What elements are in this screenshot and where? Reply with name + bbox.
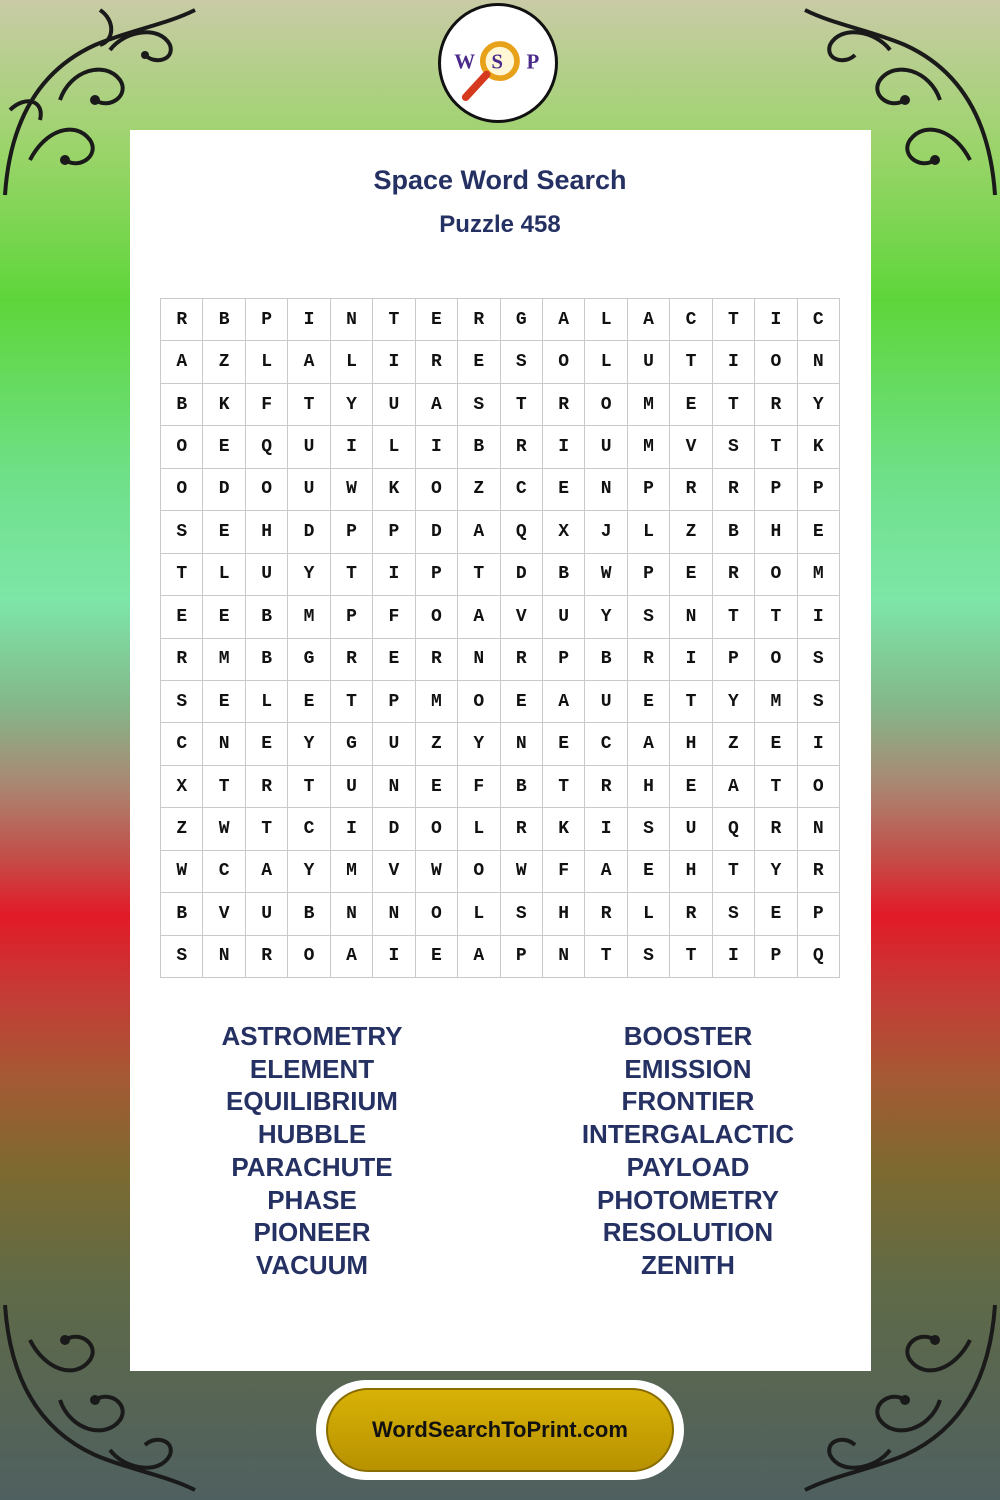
grid-letter[interactable]: R	[755, 808, 797, 850]
grid-letter[interactable]: I	[755, 299, 797, 341]
grid-letter[interactable]: F	[246, 384, 288, 426]
grid-letter[interactable]: E	[628, 681, 670, 723]
grid-letter[interactable]: K	[543, 808, 585, 850]
grid-letter[interactable]: T	[670, 936, 712, 978]
grid-letter[interactable]: I	[670, 639, 712, 681]
grid-letter[interactable]: C	[501, 469, 543, 511]
grid-letter[interactable]: T	[755, 596, 797, 638]
word-list-left	[162, 1020, 462, 1282]
grid-letter[interactable]: R	[416, 341, 458, 383]
grid-letter[interactable]: B	[501, 766, 543, 808]
grid-letter[interactable]: N	[373, 893, 415, 935]
grid-letter[interactable]: Z	[161, 808, 203, 850]
grid-letter[interactable]: E	[203, 596, 245, 638]
word-list-item: BOOSTER	[623, 1021, 753, 1051]
grid-letter[interactable]: T	[585, 936, 627, 978]
grid-letter[interactable]: B	[713, 511, 755, 553]
grid-letter[interactable]: I	[331, 808, 373, 850]
grid-letter[interactable]: B	[246, 596, 288, 638]
grid-letter[interactable]: S	[161, 681, 203, 723]
grid-letter[interactable]: L	[373, 426, 415, 468]
grid-letter[interactable]: E	[543, 469, 585, 511]
grid-letter[interactable]: I	[288, 299, 330, 341]
grid-letter[interactable]: R	[585, 766, 627, 808]
grid-letter[interactable]: K	[203, 384, 245, 426]
grid-letter[interactable]: P	[798, 469, 840, 511]
grid-letter[interactable]: S	[161, 936, 203, 978]
grid-letter[interactable]: R	[713, 469, 755, 511]
grid-letter[interactable]: R	[670, 893, 712, 935]
grid-letter[interactable]: O	[458, 851, 500, 893]
grid-letter[interactable]: B	[458, 426, 500, 468]
word-list-item: PHASE	[267, 1184, 357, 1215]
site-link-button[interactable]	[316, 1380, 684, 1480]
grid-letter[interactable]: D	[203, 469, 245, 511]
grid-letter[interactable]: P	[798, 893, 840, 935]
grid-letter[interactable]: H	[755, 511, 797, 553]
grid-letter[interactable]: R	[543, 384, 585, 426]
grid-letter[interactable]: U	[628, 341, 670, 383]
grid-letter[interactable]: U	[288, 426, 330, 468]
grid-letter[interactable]: U	[288, 469, 330, 511]
grid-letter[interactable]: S	[161, 511, 203, 553]
grid-letter[interactable]: P	[628, 554, 670, 596]
word-list-item: FRONTIER	[621, 1086, 755, 1117]
grid-letter[interactable]: N	[373, 766, 415, 808]
grid-letter[interactable]: A	[628, 723, 670, 765]
word-list-item: ELEMENT	[249, 1053, 375, 1084]
grid-letter[interactable]: R	[670, 469, 712, 511]
grid-letter[interactable]: Z	[458, 469, 500, 511]
grid-letter[interactable]: P	[755, 936, 797, 978]
grid-letter[interactable]: U	[373, 384, 415, 426]
grid-letter[interactable]: C	[585, 723, 627, 765]
grid-letter[interactable]: T	[203, 766, 245, 808]
grid-letter[interactable]: T	[713, 851, 755, 893]
grid-letter[interactable]: P	[331, 596, 373, 638]
grid-letter[interactable]: I	[585, 808, 627, 850]
grid-letter[interactable]: Z	[713, 723, 755, 765]
grid-letter[interactable]: F	[543, 851, 585, 893]
grid-letter[interactable]: H	[543, 893, 585, 935]
grid-letter[interactable]: E	[416, 299, 458, 341]
grid-letter[interactable]: S	[798, 639, 840, 681]
grid-letter[interactable]: R	[585, 893, 627, 935]
grid-letter[interactable]: E	[458, 341, 500, 383]
grid-letter[interactable]: B	[161, 384, 203, 426]
grid-letter[interactable]: N	[458, 639, 500, 681]
grid-letter[interactable]: T	[501, 384, 543, 426]
grid-letter[interactable]: U	[670, 808, 712, 850]
grid-letter[interactable]: L	[203, 554, 245, 596]
grid-letter[interactable]: Q	[798, 936, 840, 978]
grid-letter[interactable]: B	[161, 893, 203, 935]
grid-letter[interactable]: A	[161, 341, 203, 383]
grid-letter[interactable]: Z	[670, 511, 712, 553]
grid-letter[interactable]: E	[755, 893, 797, 935]
grid-letter[interactable]: E	[755, 723, 797, 765]
grid-letter[interactable]: B	[246, 639, 288, 681]
grid-letter[interactable]: N	[203, 723, 245, 765]
grid-letter[interactable]: E	[501, 681, 543, 723]
word-list-right	[538, 1020, 838, 1282]
grid-letter[interactable]: Y	[713, 681, 755, 723]
grid-letter[interactable]: K	[373, 469, 415, 511]
grid-letter[interactable]: Q	[501, 511, 543, 553]
grid-letter[interactable]: R	[161, 639, 203, 681]
grid-letter[interactable]: F	[458, 766, 500, 808]
grid-letter[interactable]: E	[628, 851, 670, 893]
grid-letter[interactable]: O	[798, 766, 840, 808]
word-list-item: HUBBLE	[257, 1119, 367, 1150]
grid-letter[interactable]: I	[373, 554, 415, 596]
grid-letter[interactable]: R	[628, 639, 670, 681]
grid-letter[interactable]: T	[755, 426, 797, 468]
grid-letter[interactable]: U	[246, 554, 288, 596]
grid-letter[interactable]: A	[585, 851, 627, 893]
grid-letter[interactable]: Z	[416, 723, 458, 765]
grid-letter[interactable]: W	[161, 851, 203, 893]
svg-text:P: P	[526, 49, 540, 74]
svg-text:W: W	[454, 49, 476, 74]
grid-letter[interactable]: V	[670, 426, 712, 468]
grid-letter[interactable]: N	[203, 936, 245, 978]
grid-letter[interactable]: E	[203, 511, 245, 553]
grid-letter[interactable]: T	[161, 554, 203, 596]
grid-letter[interactable]: O	[416, 808, 458, 850]
letter-grid	[160, 298, 840, 978]
grid-letter[interactable]: Q	[713, 808, 755, 850]
word-list-item: VACUUM	[255, 1249, 369, 1280]
grid-letter[interactable]: L	[628, 893, 670, 935]
grid-letter[interactable]: U	[585, 426, 627, 468]
word-list-item: ZENITH	[641, 1249, 735, 1280]
grid-letter[interactable]: R	[458, 299, 500, 341]
grid-letter[interactable]: S	[628, 936, 670, 978]
grid-letter[interactable]: F	[373, 596, 415, 638]
grid-letter[interactable]: T	[331, 681, 373, 723]
grid-letter[interactable]: I	[713, 341, 755, 383]
grid-letter[interactable]: Y	[755, 851, 797, 893]
grid-letter[interactable]: D	[501, 554, 543, 596]
word-list-item: PIONEER	[253, 1217, 371, 1248]
grid-letter[interactable]: O	[246, 469, 288, 511]
grid-letter[interactable]: P	[713, 639, 755, 681]
grid-letter[interactable]: U	[331, 766, 373, 808]
grid-letter[interactable]: A	[713, 766, 755, 808]
grid-letter[interactable]: T	[713, 384, 755, 426]
grid-letter[interactable]: C	[161, 723, 203, 765]
grid-letter[interactable]: A	[458, 596, 500, 638]
grid-letter[interactable]: I	[798, 723, 840, 765]
grid-letter[interactable]: T	[713, 299, 755, 341]
grid-letter[interactable]: U	[543, 596, 585, 638]
grid-letter[interactable]: R	[416, 639, 458, 681]
grid-letter[interactable]: E	[670, 554, 712, 596]
grid-letter[interactable]: P	[543, 639, 585, 681]
grid-letter[interactable]: L	[331, 341, 373, 383]
grid-letter[interactable]: L	[246, 341, 288, 383]
grid-letter[interactable]: T	[288, 766, 330, 808]
svg-text:S: S	[491, 49, 503, 74]
grid-letter[interactable]: A	[246, 851, 288, 893]
grid-letter[interactable]: E	[246, 723, 288, 765]
grid-letter[interactable]: S	[501, 341, 543, 383]
grid-letter[interactable]: N	[798, 341, 840, 383]
grid-letter[interactable]: N	[543, 936, 585, 978]
grid-letter[interactable]: A	[543, 681, 585, 723]
word-list-item: ASTROMETRY	[221, 1021, 403, 1051]
grid-letter[interactable]: M	[628, 384, 670, 426]
grid-letter[interactable]: V	[203, 893, 245, 935]
puzzle-number: Puzzle 458	[439, 211, 561, 238]
grid-letter[interactable]: S	[713, 893, 755, 935]
grid-letter[interactable]: M	[288, 596, 330, 638]
grid-letter[interactable]: O	[288, 936, 330, 978]
grid-letter[interactable]: C	[798, 299, 840, 341]
grid-letter[interactable]: B	[585, 639, 627, 681]
grid-letter[interactable]: I	[373, 936, 415, 978]
grid-letter[interactable]: I	[543, 426, 585, 468]
grid-letter[interactable]: O	[585, 384, 627, 426]
grid-letter[interactable]: N	[501, 723, 543, 765]
grid-letter[interactable]: E	[161, 596, 203, 638]
grid-letter[interactable]: T	[373, 299, 415, 341]
grid-letter[interactable]: P	[373, 511, 415, 553]
grid-letter[interactable]: M	[203, 639, 245, 681]
grid-letter[interactable]: O	[755, 554, 797, 596]
grid-letter[interactable]: P	[373, 681, 415, 723]
grid-letter[interactable]: Y	[585, 596, 627, 638]
grid-letter[interactable]: I	[416, 426, 458, 468]
grid-letter[interactable]: O	[416, 469, 458, 511]
grid-letter[interactable]: P	[501, 936, 543, 978]
word-list-item: PARACHUTE	[231, 1151, 393, 1182]
grid-letter[interactable]: K	[798, 426, 840, 468]
grid-letter[interactable]: Y	[288, 554, 330, 596]
grid-letter[interactable]: S	[628, 808, 670, 850]
grid-letter[interactable]: V	[501, 596, 543, 638]
grid-letter[interactable]: W	[585, 554, 627, 596]
word-list-item: PHOTOMETRY	[596, 1184, 779, 1215]
grid-letter[interactable]: I	[331, 426, 373, 468]
grid-letter[interactable]: D	[288, 511, 330, 553]
grid-letter[interactable]: R	[501, 808, 543, 850]
grid-letter[interactable]: T	[713, 596, 755, 638]
grid-letter[interactable]: L	[458, 893, 500, 935]
grid-letter[interactable]: L	[585, 341, 627, 383]
grid-letter[interactable]: E	[670, 384, 712, 426]
grid-letter[interactable]: P	[628, 469, 670, 511]
grid-letter[interactable]: G	[501, 299, 543, 341]
grid-letter[interactable]: M	[755, 681, 797, 723]
grid-letter[interactable]: M	[416, 681, 458, 723]
word-list-item: PAYLOAD	[626, 1151, 750, 1182]
grid-letter[interactable]: M	[331, 851, 373, 893]
grid-letter[interactable]: U	[246, 893, 288, 935]
grid-letter[interactable]: T	[543, 766, 585, 808]
grid-letter[interactable]: E	[288, 681, 330, 723]
grid-letter[interactable]: C	[203, 851, 245, 893]
grid-letter[interactable]: V	[373, 851, 415, 893]
site-link-label[interactable]: WordSearchToPrint.com	[326, 1388, 674, 1472]
word-list-item: RESOLUTION	[602, 1217, 774, 1248]
grid-letter[interactable]: R	[798, 851, 840, 893]
grid-letter[interactable]: I	[373, 341, 415, 383]
grid-letter[interactable]: E	[670, 766, 712, 808]
grid-letter[interactable]: T	[288, 384, 330, 426]
grid-letter[interactable]: E	[373, 639, 415, 681]
grid-letter[interactable]: T	[670, 341, 712, 383]
grid-letter[interactable]: E	[543, 723, 585, 765]
grid-letter[interactable]: O	[543, 341, 585, 383]
grid-letter[interactable]: O	[161, 426, 203, 468]
grid-letter[interactable]: N	[670, 596, 712, 638]
grid-letter[interactable]: A	[331, 936, 373, 978]
grid-letter[interactable]: Q	[246, 426, 288, 468]
grid-letter[interactable]: O	[161, 469, 203, 511]
grid-letter[interactable]: O	[458, 681, 500, 723]
grid-letter[interactable]: D	[416, 511, 458, 553]
grid-letter[interactable]: H	[670, 723, 712, 765]
grid-letter[interactable]: X	[543, 511, 585, 553]
grid-letter[interactable]: I	[713, 936, 755, 978]
word-list-item: EQUILIBRIUM	[226, 1086, 398, 1117]
site-logo[interactable]	[438, 3, 558, 123]
grid-letter[interactable]: N	[331, 893, 373, 935]
grid-letter[interactable]: M	[798, 554, 840, 596]
grid-letter[interactable]: W	[203, 808, 245, 850]
grid-letter[interactable]: C	[288, 808, 330, 850]
grid-letter[interactable]: B	[288, 893, 330, 935]
grid-letter[interactable]: H	[628, 766, 670, 808]
grid-letter[interactable]: G	[288, 639, 330, 681]
grid-letter[interactable]: E	[203, 681, 245, 723]
grid-letter[interactable]: L	[246, 681, 288, 723]
grid-letter[interactable]: T	[246, 808, 288, 850]
grid-letter[interactable]: E	[798, 511, 840, 553]
grid-letter[interactable]: P	[416, 554, 458, 596]
grid-letter[interactable]: O	[755, 341, 797, 383]
grid-letter[interactable]: C	[670, 299, 712, 341]
grid-letter[interactable]: R	[755, 384, 797, 426]
grid-letter[interactable]: R	[501, 426, 543, 468]
grid-letter[interactable]: O	[416, 596, 458, 638]
grid-letter[interactable]: M	[628, 426, 670, 468]
grid-letter[interactable]: A	[628, 299, 670, 341]
grid-letter[interactable]: S	[798, 681, 840, 723]
grid-letter[interactable]: S	[501, 893, 543, 935]
grid-letter[interactable]: R	[501, 639, 543, 681]
grid-letter[interactable]: A	[458, 936, 500, 978]
grid-letter[interactable]: O	[416, 893, 458, 935]
grid-letter[interactable]: R	[246, 936, 288, 978]
grid-letter[interactable]: P	[755, 469, 797, 511]
grid-letter[interactable]: P	[246, 299, 288, 341]
grid-letter[interactable]: I	[798, 596, 840, 638]
grid-letter[interactable]: D	[373, 808, 415, 850]
grid-letter[interactable]: X	[161, 766, 203, 808]
magnifier-logo-icon	[441, 6, 555, 120]
grid-letter[interactable]: B	[203, 299, 245, 341]
grid-letter[interactable]: J	[585, 511, 627, 553]
grid-letter[interactable]: N	[798, 808, 840, 850]
grid-letter[interactable]: Z	[203, 341, 245, 383]
grid-letter[interactable]: W	[416, 851, 458, 893]
grid-letter[interactable]: E	[203, 426, 245, 468]
grid-letter[interactable]: Y	[288, 851, 330, 893]
grid-letter[interactable]: A	[458, 511, 500, 553]
grid-letter[interactable]: S	[713, 426, 755, 468]
grid-letter[interactable]: R	[161, 299, 203, 341]
grid-letter[interactable]: O	[755, 639, 797, 681]
grid-letter[interactable]: T	[458, 554, 500, 596]
grid-letter[interactable]: N	[331, 299, 373, 341]
grid-letter[interactable]: T	[670, 681, 712, 723]
grid-letter[interactable]: B	[543, 554, 585, 596]
grid-letter[interactable]: T	[331, 554, 373, 596]
grid-letter[interactable]: N	[585, 469, 627, 511]
grid-letter[interactable]: P	[331, 511, 373, 553]
grid-letter[interactable]: Y	[288, 723, 330, 765]
grid-letter[interactable]: E	[416, 766, 458, 808]
grid-letter[interactable]: L	[628, 511, 670, 553]
grid-letter[interactable]: L	[458, 808, 500, 850]
grid-letter[interactable]: Y	[798, 384, 840, 426]
grid-letter[interactable]: Y	[458, 723, 500, 765]
grid-letter[interactable]: U	[585, 681, 627, 723]
page-title: Space Word Search	[373, 165, 627, 195]
grid-letter[interactable]: T	[755, 766, 797, 808]
word-list-item: INTERGALACTIC	[581, 1119, 795, 1150]
grid-letter[interactable]: S	[628, 596, 670, 638]
grid-letter[interactable]: R	[331, 639, 373, 681]
grid-letter[interactable]: R	[246, 766, 288, 808]
grid-letter[interactable]: G	[331, 723, 373, 765]
grid-letter[interactable]: W	[501, 851, 543, 893]
grid-letter[interactable]: L	[585, 299, 627, 341]
word-list-item: EMISSION	[624, 1053, 752, 1084]
grid-letter[interactable]: U	[373, 723, 415, 765]
grid-letter[interactable]: A	[543, 299, 585, 341]
grid-letter[interactable]: R	[713, 554, 755, 596]
grid-letter[interactable]: E	[416, 936, 458, 978]
grid-letter[interactable]: S	[458, 384, 500, 426]
grid-letter[interactable]: H	[246, 511, 288, 553]
grid-letter[interactable]: A	[416, 384, 458, 426]
grid-letter[interactable]: H	[670, 851, 712, 893]
grid-letter[interactable]: A	[288, 341, 330, 383]
grid-letter[interactable]: Y	[331, 384, 373, 426]
grid-letter[interactable]: W	[331, 469, 373, 511]
